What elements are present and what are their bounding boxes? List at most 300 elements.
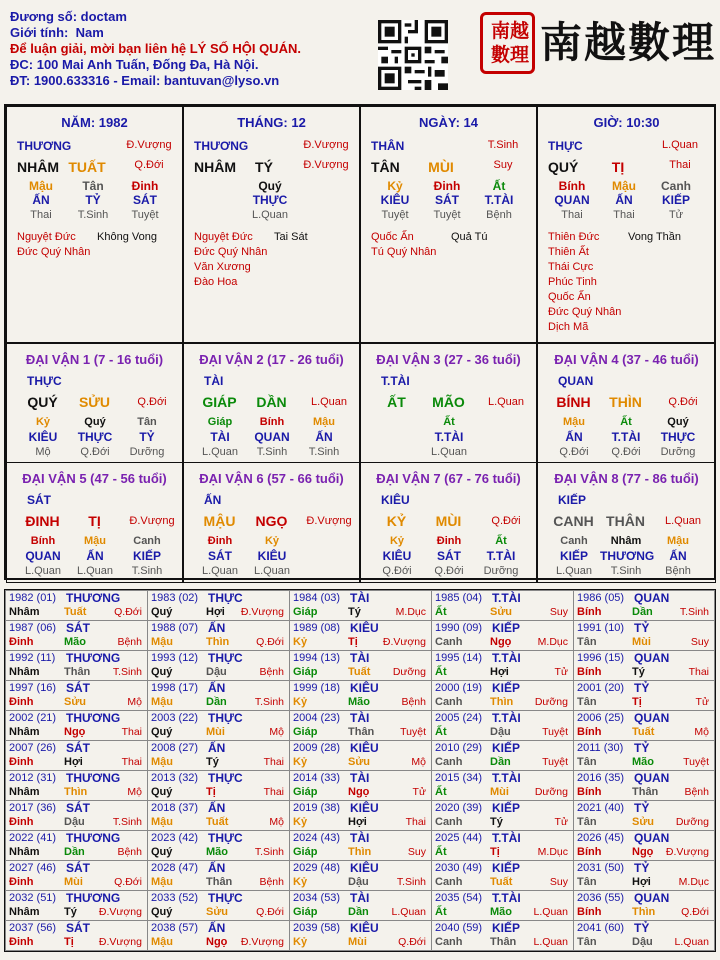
auspicious-star: Đào Hoa (194, 276, 238, 288)
year-stem: Mậu (151, 816, 173, 828)
dai-van-hidden-stem: Mậu (84, 535, 106, 547)
year-god: T.TÀI (492, 891, 521, 905)
dai-van-hidden-god: ẤN (315, 430, 333, 444)
dai-van-hidden-state: Dưỡng (660, 446, 696, 458)
dai-van-hidden-god: KIÊU (28, 430, 58, 444)
year-label: 2037 (56) (9, 922, 57, 934)
hidden-state: T.Sinh (77, 209, 109, 221)
auspicious-star: Dịch Mã (548, 321, 589, 333)
dai-van-hidden-state: T.Sinh (256, 446, 288, 458)
year-stem: Quý (151, 906, 173, 918)
dai-van-hidden-god: SÁT (208, 549, 232, 563)
year-stem: Ất (435, 726, 447, 738)
year-cell (431, 710, 574, 741)
year-stem: Kỷ (293, 696, 308, 708)
dai-van-cell (6, 462, 183, 583)
year-cell (573, 800, 715, 831)
pillar-branch-state: Suy (493, 159, 513, 171)
dai-van-hidden-god: TỶ (139, 430, 155, 444)
year-state: Mộ (694, 726, 709, 738)
year-stem: Tân (577, 636, 597, 648)
year-branch: Dần (206, 696, 227, 708)
year-cell (147, 680, 290, 711)
year-stem: Giáp (293, 666, 318, 678)
year-stem: Đinh (9, 876, 34, 888)
year-cell (289, 680, 432, 711)
year-branch: Thân (632, 786, 659, 798)
dai-van-god: T.TÀI (381, 374, 410, 388)
year-stem: Nhâm (9, 786, 40, 798)
dai-van-hidden-stem: Mậu (667, 535, 689, 547)
year-branch: Mùi (632, 636, 651, 648)
year-stem: Canh (435, 636, 463, 648)
year-label: 2026 (45) (577, 832, 625, 844)
inauspicious-star: Quả Tú (451, 231, 488, 243)
year-cell (289, 800, 432, 831)
year-cell (431, 860, 574, 891)
year-state: Suy (407, 846, 426, 858)
pillar-header: NĂM: 1982 (61, 115, 128, 130)
inauspicious-star: Tai Sát (274, 231, 308, 243)
dai-van-hidden-stem: Nhâm (610, 535, 642, 547)
dai-van-cell (360, 343, 537, 463)
dai-van-hidden-stem: Mậu (563, 416, 585, 428)
year-god: KIÊU (350, 621, 379, 635)
year-cell (431, 770, 574, 801)
pillar-header: THÁNG: 12 (237, 115, 306, 130)
dai-van-branch: DẦN (256, 394, 287, 410)
year-state: L.Quan (533, 936, 568, 948)
year-branch: Tị (490, 846, 500, 858)
year-stem: Giáp (293, 846, 318, 858)
year-label: 2005 (24) (435, 712, 483, 724)
inauspicious-star: Vong Thần (628, 231, 682, 243)
year-label: 2014 (33) (293, 772, 341, 784)
year-god: THỰC (208, 891, 243, 905)
pillar-earthly-branch: TÝ (255, 159, 273, 175)
year-branch: Sửu (490, 606, 513, 618)
year-god: THƯƠNG (66, 591, 121, 605)
auspicious-star: Thiên Ất (548, 246, 589, 258)
year-stem: Giáp (293, 726, 318, 738)
dai-van-hidden-stem: Đinh (207, 535, 233, 547)
year-god: T.TÀI (492, 831, 521, 845)
auspicious-star: Phúc Tinh (548, 276, 597, 288)
year-branch: Mão (206, 846, 228, 858)
year-label: 2010 (29) (435, 742, 483, 754)
year-god: TỶ (634, 861, 650, 875)
year-god: SÁT (66, 801, 90, 815)
year-branch: Tị (64, 936, 74, 948)
pillar-cell (537, 106, 716, 343)
dai-van-header: ĐẠI VẬN 5 (47 - 56 tuổi) (22, 471, 167, 486)
year-cell (573, 860, 715, 891)
year-god: TỶ (634, 801, 650, 815)
year-branch: Hợi (632, 876, 651, 888)
hidden-state: Tuyệt (131, 209, 159, 221)
year-state: T.Sinh (254, 846, 284, 858)
year-cell (573, 650, 715, 681)
year-stem: Canh (435, 756, 463, 768)
year-god: TÀI (350, 711, 370, 725)
year-stem: Canh (435, 816, 463, 828)
year-label: 1997 (16) (9, 682, 57, 694)
dai-van-header: ĐẠI VẬN 2 (17 - 26 tuổi) (199, 352, 344, 367)
dai-van-hidden-god: T.TÀI (434, 430, 464, 444)
year-label: 1987 (06) (9, 622, 57, 634)
year-label: 1989 (08) (293, 622, 341, 634)
year-god: KIẾP (492, 741, 521, 755)
year-label: 2023 (42) (151, 832, 199, 844)
year-label: 1985 (04) (435, 592, 483, 604)
year-state: Dưỡng (675, 816, 709, 828)
year-label: 2034 (53) (293, 892, 341, 904)
year-label: 2031 (50) (577, 862, 625, 874)
year-god: TỶ (634, 681, 650, 695)
year-state: Đ.Vượng (240, 936, 284, 948)
auspicious-star: Đức Quý Nhân (548, 306, 622, 318)
year-state: T.Sinh (112, 816, 142, 828)
dai-van-hidden-state: Q.Đới (382, 565, 412, 577)
dai-van-branch: SỬU (78, 394, 111, 410)
year-god: KIẾP (492, 921, 521, 935)
year-branch: Mão (64, 636, 86, 648)
chart-grid (4, 104, 716, 580)
year-branch: Dậu (632, 936, 653, 948)
year-stem: Kỷ (293, 876, 308, 888)
year-state: Tử (554, 816, 568, 828)
pillar-earthly-branch: TỊ (611, 159, 625, 175)
year-cell (289, 620, 432, 651)
year-branch: Tý (490, 816, 503, 828)
dai-van-state: Đ.Vượng (306, 515, 352, 527)
year-stem: Mậu (151, 636, 173, 648)
year-god: THƯƠNG (66, 831, 121, 845)
dai-van-hidden-god: KIÊU (382, 549, 412, 563)
dai-van-state: Q.Đới (137, 396, 167, 408)
year-stem: Quý (151, 786, 173, 798)
year-stem: Giáp (293, 906, 318, 918)
year-stem: Nhâm (9, 906, 40, 918)
year-cell (573, 710, 715, 741)
year-state: Đ.Vượng (665, 846, 709, 858)
dai-van-hidden-state: T.Sinh (131, 565, 163, 577)
year-cell (573, 620, 715, 651)
year-branch: Tuất (490, 876, 513, 888)
year-label: 2020 (39) (435, 802, 483, 814)
year-state: Tuyệt (542, 726, 568, 738)
contact-line: Để luận giải, mời bạn liên hệ LÝ SỐ HỘI QUÁN. (10, 41, 301, 56)
year-cell (573, 830, 715, 861)
year-stem: Quý (151, 846, 173, 858)
year-label: 2011 (30) (577, 742, 624, 754)
dai-van-hidden-stem: Quý (667, 416, 689, 428)
pillar-header: GIỜ: 10:30 (593, 115, 660, 130)
year-label: 1998 (17) (151, 682, 199, 694)
year-label: 2001 (20) (577, 682, 625, 694)
dai-van-hidden-state: Q.Đới (434, 565, 464, 577)
year-cell (5, 890, 148, 921)
dai-van-state: L.Quan (664, 515, 702, 527)
year-god: KIÊU (350, 861, 379, 875)
hidden-god: KIÊU (380, 193, 410, 207)
year-stem: Bính (577, 666, 602, 678)
year-label: 1995 (14) (435, 652, 483, 664)
year-stem: Mậu (151, 756, 173, 768)
hidden-stem: Mậu (612, 179, 636, 193)
year-branch: Tuất (206, 816, 229, 828)
year-cell (5, 770, 148, 801)
year-branch: Tý (64, 906, 77, 918)
dai-van-header: ĐẠI VẬN 1 (7 - 16 tuổi) (25, 352, 164, 367)
dai-van-hidden-god: KIẾP (132, 549, 161, 563)
pillar-can-god: THƯƠNG (194, 139, 249, 153)
year-state: Suy (549, 606, 568, 618)
year-god: THỰC (208, 591, 243, 605)
dai-van-hidden-stem: Kỷ (35, 416, 51, 428)
year-state: Q.Đới (398, 936, 426, 948)
year-cell (289, 830, 432, 861)
year-cell (5, 650, 148, 681)
year-stem: Ất (435, 666, 447, 678)
dai-van-cell (183, 462, 360, 583)
year-cell (573, 890, 715, 921)
year-branch: Tý (206, 756, 219, 768)
year-cell (289, 710, 432, 741)
year-label: 2006 (25) (577, 712, 625, 724)
header-info (10, 9, 301, 89)
dai-van-cell (537, 343, 716, 463)
year-branch: Tị (632, 696, 642, 708)
year-branch: Tuất (64, 606, 87, 618)
dai-van-stem: ĐINH (25, 513, 60, 529)
year-label: 2009 (28) (293, 742, 341, 754)
hidden-stem: Ất (492, 179, 506, 193)
pillar-branch-state: Q.Đới (134, 159, 164, 171)
year-stem: Canh (435, 696, 463, 708)
year-state: Dưỡng (534, 696, 568, 708)
year-god: KIẾP (492, 621, 521, 635)
dai-van-stem: BÍNH (556, 394, 591, 410)
dai-van-hidden-stem: Canh (560, 535, 588, 547)
year-cell (431, 740, 574, 771)
year-branch: Ngọ (348, 786, 370, 798)
hidden-god: ẤN (615, 193, 633, 207)
year-state: Tử (695, 696, 709, 708)
year-god: TÀI (350, 891, 370, 905)
year-label: 2033 (52) (151, 892, 199, 904)
year-branch: Mùi (490, 786, 509, 798)
dai-van-hidden-state: T.Sinh (308, 446, 340, 458)
dai-van-god: ẤN (204, 493, 222, 507)
dai-van-hidden-god: ẤN (86, 549, 104, 563)
pillar-branch-state: Đ.Vượng (303, 159, 349, 171)
year-state: Mộ (269, 726, 284, 738)
year-god: KIÊU (350, 801, 379, 815)
year-god: QUAN (634, 711, 670, 725)
dai-van-hidden-god: THỰC (660, 430, 696, 444)
hidden-god: ẤN (32, 193, 50, 207)
year-branch: Dậu (490, 726, 511, 738)
year-cell (289, 890, 432, 921)
year-state: Đ.Vượng (240, 606, 284, 618)
year-state: Mộ (127, 696, 142, 708)
dai-van-god: TÀI (204, 374, 224, 388)
year-state: T.Sinh (112, 666, 142, 678)
pillar-heavenly-stem: QUÝ (548, 159, 579, 175)
dai-van-god: KIẾP (558, 493, 587, 507)
year-branch: Thân (206, 876, 233, 888)
year-branch: Thìn (64, 786, 88, 798)
year-branch: Sửu (64, 696, 87, 708)
year-god: KIẾP (492, 681, 521, 695)
inauspicious-star: Không Vong (97, 231, 157, 243)
year-label: 2007 (26) (9, 742, 57, 754)
year-label: 2000 (19) (435, 682, 483, 694)
year-god: QUAN (634, 651, 670, 665)
brand-title: 南越數理 (540, 18, 717, 67)
dai-van-state: Q.Đới (491, 515, 521, 527)
auspicious-star: Văn Xương (194, 261, 251, 273)
dai-van-hidden-stem: Bính (30, 535, 56, 547)
year-stem: Đinh (9, 936, 34, 948)
year-god: ẤN (208, 681, 226, 695)
year-label: 2025 (44) (435, 832, 483, 844)
hidden-god: TỶ (85, 193, 101, 207)
dai-van-god: KIÊU (381, 493, 410, 507)
year-state: Dưỡng (392, 666, 426, 678)
hidden-state: Tử (668, 209, 684, 221)
dai-van-state: Q.Đới (668, 396, 698, 408)
hidden-stem: Đinh (131, 179, 159, 193)
hidden-stem: Tân (82, 179, 104, 193)
dai-van-stem: QUÝ (27, 394, 58, 410)
dai-van-hidden-state: L.Quan (201, 565, 239, 577)
dai-van-branch: MÙI (435, 513, 462, 529)
year-cell (289, 860, 432, 891)
auspicious-star: Quốc Ấn (371, 231, 414, 243)
pillar-can-god: THƯƠNG (17, 139, 72, 153)
year-stem: Ất (435, 786, 447, 798)
year-cell (289, 740, 432, 771)
year-god: TÀI (350, 591, 370, 605)
hidden-state: Bệnh (486, 209, 512, 221)
year-stem: Tân (577, 756, 597, 768)
dai-van-hidden-stem: Tân (137, 416, 157, 428)
year-state: Thai (263, 756, 284, 768)
hidden-stem: Đinh (433, 179, 461, 193)
year-god: TÀI (350, 771, 370, 785)
year-god: T.TÀI (492, 591, 521, 605)
dai-van-hidden-state: L.Quan (201, 446, 239, 458)
year-cell (147, 740, 290, 771)
year-god: QUAN (634, 771, 670, 785)
dai-van-hidden-god: KIẾP (559, 549, 588, 563)
hidden-stem: Quý (258, 179, 282, 193)
address-line: ĐC: 100 Mai Anh Tuấn, Đống Đa, Hà Nội. (10, 57, 259, 72)
year-branch: Thìn (206, 636, 230, 648)
year-branch: Mùi (348, 936, 367, 948)
dai-van-hidden-stem: Kỷ (389, 535, 405, 547)
hidden-god: QUAN (554, 193, 590, 207)
year-label: 1992 (11) (9, 652, 56, 664)
dai-van-cell (537, 462, 716, 583)
hidden-god: SÁT (133, 193, 157, 207)
year-label: 2008 (27) (151, 742, 199, 754)
year-god: ẤN (208, 861, 226, 875)
year-state: Suy (690, 636, 709, 648)
year-label: 2017 (36) (9, 802, 57, 814)
hidden-god: KIẾP (661, 193, 690, 207)
dai-van-hidden-god: QUAN (254, 430, 290, 444)
year-god: SÁT (66, 861, 90, 875)
pillar-can-state: T.Sinh (487, 139, 519, 151)
dai-van-hidden-state: L.Quan (430, 446, 468, 458)
year-state: T.Sinh (254, 696, 284, 708)
year-god: ẤN (208, 801, 226, 815)
year-cell (431, 590, 574, 621)
pillar-can-state: Đ.Vượng (126, 139, 172, 151)
dai-van-hidden-stem: Kỷ (264, 535, 280, 547)
year-god: THỰC (208, 711, 243, 725)
year-label: 1994 (13) (293, 652, 341, 664)
year-god: QUAN (634, 591, 670, 605)
year-label: 1991 (10) (577, 622, 625, 634)
gender-value: Nam (75, 25, 104, 40)
year-cell (147, 890, 290, 921)
year-branch: Tị (206, 786, 216, 798)
year-state: Q.Đới (256, 906, 284, 918)
hidden-state: L.Quan (251, 209, 289, 221)
year-branch: Thân (64, 666, 91, 678)
year-cell (5, 680, 148, 711)
year-cell (147, 590, 290, 621)
year-cell (5, 860, 148, 891)
year-label: 1990 (09) (435, 622, 483, 634)
year-state: Tuyệt (542, 756, 568, 768)
year-stem: Tân (577, 876, 597, 888)
year-god: SÁT (66, 741, 90, 755)
pillar-earthly-branch: TUẤT (68, 159, 106, 175)
year-state: Bệnh (684, 786, 709, 798)
hidden-stem: Mậu (29, 179, 53, 193)
auspicious-star: Quốc Ấn (548, 291, 591, 303)
year-label: 2039 (58) (293, 922, 341, 934)
year-stem: Tân (577, 816, 597, 828)
year-god: THƯƠNG (66, 651, 121, 665)
year-label: 2012 (31) (9, 772, 57, 784)
year-branch: Mão (632, 756, 654, 768)
auspicious-star: Đức Quý Nhân (194, 246, 268, 258)
year-branch: Mùi (206, 726, 225, 738)
year-cell (573, 590, 715, 621)
year-god: TỶ (634, 921, 650, 935)
dai-van-cell (6, 343, 183, 463)
pillar-can-state: Đ.Vượng (303, 139, 349, 151)
year-god: THỰC (208, 651, 243, 665)
year-god: TỶ (634, 621, 650, 635)
year-god: KIÊU (350, 921, 379, 935)
pillar-heavenly-stem: NHÂM (194, 159, 236, 175)
year-branch: Dậu (348, 876, 369, 888)
year-cell (289, 590, 432, 621)
pillar-can-state: L.Quan (661, 139, 699, 151)
year-stem: Canh (435, 936, 463, 948)
dai-van-hidden-god: T.TÀI (486, 549, 516, 563)
year-branch: Sửu (206, 906, 229, 918)
year-cell (147, 800, 290, 831)
year-state: Bệnh (259, 666, 284, 678)
